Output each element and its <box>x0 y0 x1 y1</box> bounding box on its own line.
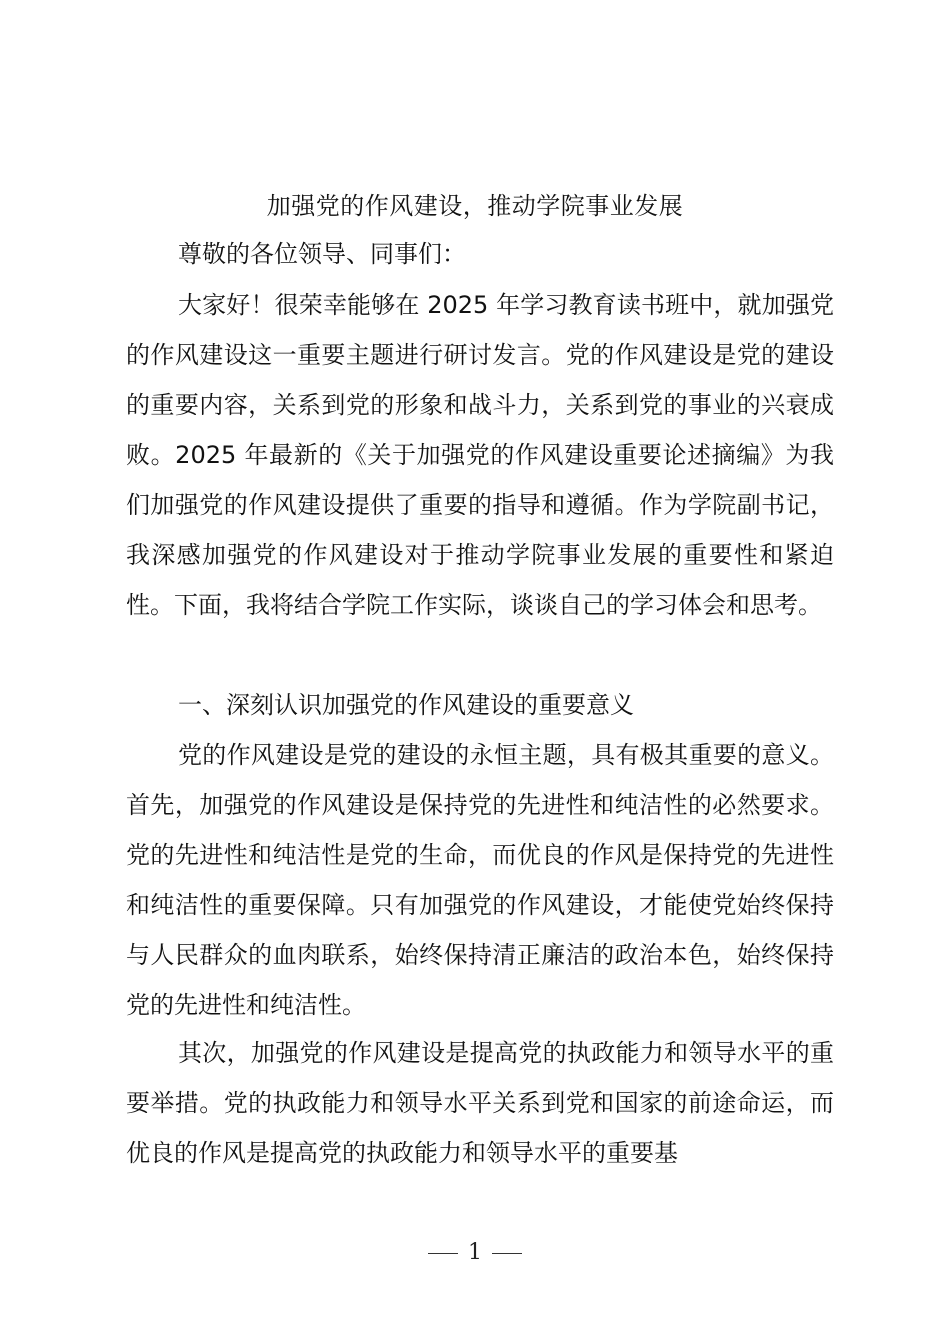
page-number: 1 <box>468 1240 482 1265</box>
body-section-1 <box>126 280 834 630</box>
body-section-3 <box>126 1028 834 1178</box>
salutation: 尊敬的各位领导、同事们： <box>178 240 466 268</box>
page-footer <box>0 1238 950 1268</box>
section-heading: 一、深刻认识加强党的作风建设的重要意义 <box>178 691 634 719</box>
paragraph-significance: 党的作风建设是党的建设的永恒主题，具有极其重要的意义。首先，加强党的作风建设是保持党的先进性和纯洁性的必然要求。党的先进性和纯洁性是党的生命，而优良的作风是保持党的先进性和纯洁性的重要保障。只有加强党的作风建设，才能使党始终保持与人民群众的血肉联系，始终保持清正廉洁的政治本色，始终保持党的先进性和纯洁性。 <box>126 741 834 1019</box>
body-section-2 <box>126 680 834 1030</box>
footer-dash-left <box>428 1253 458 1254</box>
paragraph-secondly: 其次，加强党的作风建设是提高党的执政能力和领导水平的重要举措。党的执政能力和领导水平关系到党和国家的前途命运，而优良的作风是提高党的执政能力和领导水平的重要基 <box>126 1039 834 1167</box>
paragraph-intro: 大家好！很荣幸能够在 2025 年学习教育读书班中，就加强党的作风建设这一重要主题进行研讨发言。党的作风建设是党的建设的重要内容，关系到党的形象和战斗力，关系到党的事业的兴衰成败。2025 年最新的《关于加强党的作风建设重要论述摘编》为我们加强党的作风建设提供了重要的指导和遵循。作为学院副书记，我深感加强党的作风建设对于推动学院事业发展的重要性和紧迫性。下面，我将结合学院工作实际，谈谈自己的学习体会和思考。 <box>126 291 834 619</box>
document-title: 加强党的作风建设，推动学院事业发展 <box>266 192 684 220</box>
footer-dash-right <box>492 1253 522 1254</box>
